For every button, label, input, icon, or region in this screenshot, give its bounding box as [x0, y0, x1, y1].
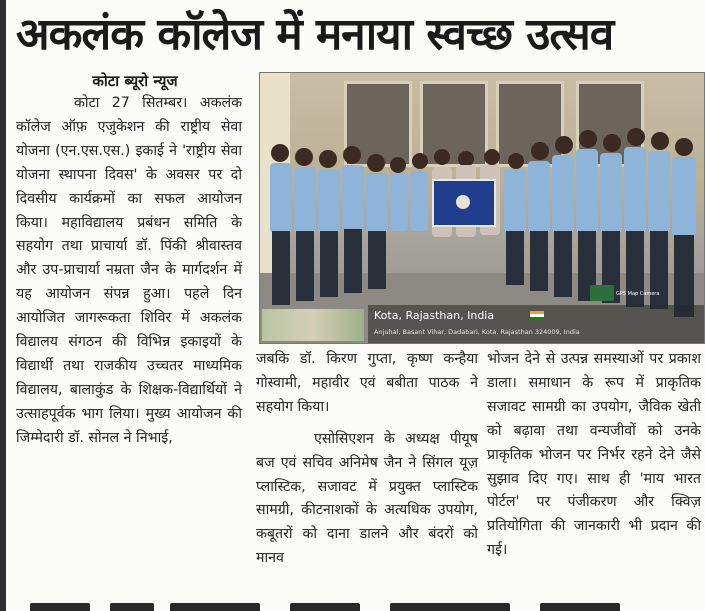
- nss-banner: [432, 179, 496, 227]
- byline: कोटा ब्यूरो न्यूज: [92, 72, 178, 90]
- nss-emblem-icon: [456, 195, 470, 209]
- news-photo: [259, 72, 705, 344]
- next-article-cutoff: [0, 598, 705, 611]
- map-thumbnail: [262, 309, 364, 341]
- page-edge-strip: [0, 0, 6, 611]
- geo-tag-address: Anjuhal, Basant Vihar, Dadabari, Kota, Rajasthan 324009, India: [374, 328, 580, 336]
- column-left: [16, 70, 242, 451]
- article-paragraph-2: जबकि डॉ. किरण गुप्ता, कृष्ण कन्हैया गोस्वामी, महावीर एवं बबीता पाठक ने सहयोग किया।: [256, 351, 478, 415]
- column-right: [487, 348, 701, 563]
- headline: अकलंक कॉलेज में मनाया स्वच्छ उत्सव: [16, 9, 614, 60]
- article-paragraph-3: एसोसिएशन के अध्यक्ष पीयूष बज एवं सचिव अनिमेष जैन ने सिंगल यूज़ प्लास्टिक, सजावट में प्रयुक्त प्लास्टिक सामग्री, कीटनाशकों के अत्यधिक उपयोग, कबूतरों को दाना डालने और बंदरों को मानव: [256, 430, 478, 567]
- geo-tag-city: Kota, Rajasthan, India: [374, 309, 495, 322]
- article-paragraph-4: भोजन देने से उत्पन्न समस्याओं पर प्रकाश डाला। समाधान के रूप में प्राकृतिक सजावट सामग्री का उपयोग, जैविक खेती को बढ़ावा तथा वन्यजीवों को उनके प्राकृतिक भोजन पर निर्भर रहने देने जैसे सुझाव दिए गए। साथ ही 'माय भारत पोर्टल' पर पंजीकरण और क्विज़ प्रतियोगिता की जानकारी भी प्रदान की गई।: [487, 351, 701, 559]
- india-flag-icon: [530, 311, 544, 320]
- article-paragraph-1: कोटा 27 सितम्बर। अकलंक कॉलेज ऑफ़ एजुकेशन की राष्ट्रीय सेवा योजना (एन.एस.एस.) इकाई ने 'राष्ट्रीय सेवा योजना स्थापना दिवस' के अवसर पर दो दिवसीय कार्यक्रमों का सफल आयोजन किया। महाविद्यालय प्रबंधन समिति के सहयोग तथा प्राचार्या डॉ. पिंकी श्रीवास्तव और उप-प्राचार्या नम्रता जैन के मार्गदर्शन में यह आयोजन संपन्न हुआ। पहले दिन आयोजित जागरूकता शिविर में अकलंक विद्यालय संगठन की विभिन्न इकाइयों के विद्यार्थी तथा राजकीय उच्चतर माध्यमिक विद्यालय, बालाकुंड के शिक्षक-विद्यार्थियों ने उत्साहपूर्वक भाग लिया। मुख्य आयोजन की जिम्मेदारी डॉ. सोनल ने निभाई,: [16, 95, 242, 446]
- camera-logo-icon: [590, 285, 614, 301]
- camera-app-label: GPS Map Camera: [616, 291, 660, 297]
- column-middle: [256, 348, 478, 571]
